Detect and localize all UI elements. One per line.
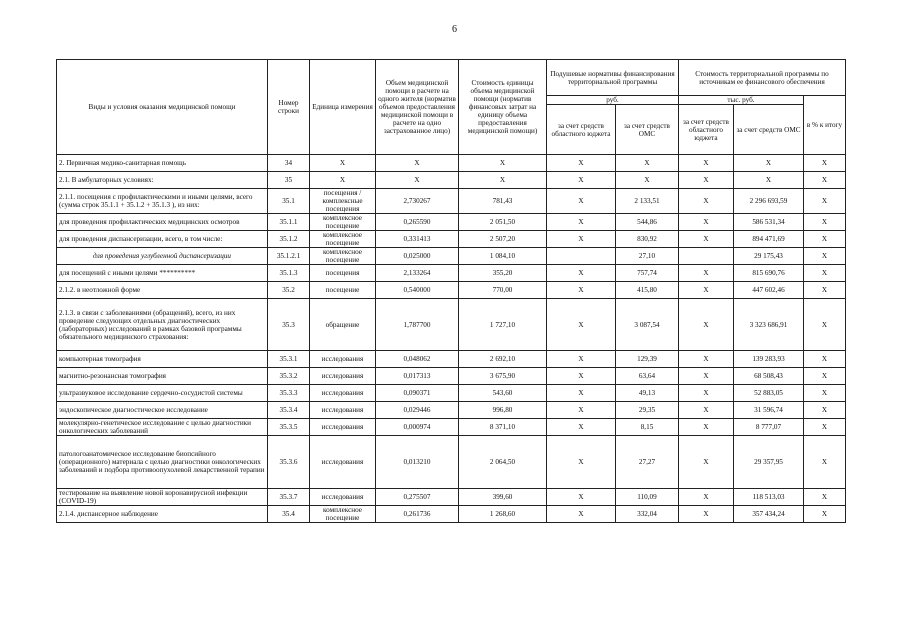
- row-per-capita-oms: X: [616, 172, 679, 189]
- row-unit: исследования: [310, 402, 376, 419]
- row-total-regional: X: [679, 155, 734, 172]
- row-total-regional: X: [679, 385, 734, 402]
- row-number: 35.1.3: [268, 265, 310, 282]
- header-unit: Единица измерения: [310, 60, 376, 155]
- row-number: 35.1: [268, 189, 310, 214]
- row-total-regional: X: [679, 402, 734, 419]
- row-per-capita-oms: 332,04: [616, 506, 679, 523]
- row-total-regional: X: [679, 489, 734, 506]
- row-unit: комплексное посещение: [310, 214, 376, 231]
- row-unit: посещения: [310, 265, 376, 282]
- row-percent: X: [804, 385, 846, 402]
- row-name: для проведения профилактических медицинских осмотров: [57, 214, 268, 231]
- row-unit-cost: 2 051,50: [459, 214, 547, 231]
- row-per-capita-regional: X: [547, 265, 616, 282]
- row-per-capita-oms: 544,86: [616, 214, 679, 231]
- row-unit: исследования: [310, 436, 376, 489]
- row-per-capita-oms: 2 133,51: [616, 189, 679, 214]
- row-name: патологоанатомическое исследование биопсийного (операционного) материала с целью диагностики онкологических заболеваний и подбора противоопухолевой лекарственной терапии: [57, 436, 268, 489]
- row-per-capita-regional: X: [547, 172, 616, 189]
- table-row: [57, 506, 846, 523]
- row-total-regional: X: [679, 172, 734, 189]
- row-total-oms: 357 434,24: [734, 506, 804, 523]
- row-name: компьютерная томография: [57, 351, 268, 368]
- row-unit: исследования: [310, 385, 376, 402]
- row-total-regional: X: [679, 299, 734, 351]
- header-unit-rub: руб.: [547, 96, 679, 105]
- page-number: 6: [452, 24, 457, 35]
- row-volume: 0,013210: [376, 436, 459, 489]
- table-row: [57, 231, 846, 248]
- table-row: [57, 282, 846, 299]
- row-unit-cost: 8 371,10: [459, 419, 547, 436]
- row-percent: X: [804, 231, 846, 248]
- row-percent: X: [804, 402, 846, 419]
- row-per-capita-regional: X: [547, 231, 616, 248]
- row-per-capita-regional: X: [547, 506, 616, 523]
- row-unit-cost: 1 268,60: [459, 506, 547, 523]
- table-row: [57, 419, 846, 436]
- row-unit-cost: 2 064,50: [459, 436, 547, 489]
- row-per-capita-oms: 129,39: [616, 351, 679, 368]
- row-name: молекулярно-генетическое исследование с целью диагностики онкологических заболеваний: [57, 419, 268, 436]
- row-volume: 0,048062: [376, 351, 459, 368]
- row-name: эндоскопическое диагностическое исследование: [57, 402, 268, 419]
- row-total-regional: X: [679, 368, 734, 385]
- row-unit-cost: 2 507,20: [459, 231, 547, 248]
- row-volume: 0,275507: [376, 489, 459, 506]
- header-per-capita: Подушевые нормативы финансирования территориальной программы: [547, 60, 679, 96]
- row-unit: посещения / комплексные посещения: [310, 189, 376, 214]
- row-unit: комплексное посещение: [310, 248, 376, 265]
- row-volume: 0,000974: [376, 419, 459, 436]
- row-per-capita-regional: [547, 248, 616, 265]
- row-percent: X: [804, 436, 846, 489]
- territorial-program-table: [56, 59, 846, 523]
- table-row: [57, 214, 846, 231]
- header-percent: в % к итогу: [804, 96, 846, 155]
- row-total-oms: 118 513,03: [734, 489, 804, 506]
- row-per-capita-regional: X: [547, 489, 616, 506]
- row-volume: 0,331413: [376, 231, 459, 248]
- row-number: 35.3.6: [268, 436, 310, 489]
- row-unit-cost: X: [459, 155, 547, 172]
- row-per-capita-regional: X: [547, 155, 616, 172]
- row-unit-cost: 399,60: [459, 489, 547, 506]
- table-row: [57, 172, 846, 189]
- row-number: 35.3.2: [268, 368, 310, 385]
- row-percent: X: [804, 489, 846, 506]
- row-number: 35.2: [268, 282, 310, 299]
- row-percent: X: [804, 155, 846, 172]
- row-total-oms: 894 471,69: [734, 231, 804, 248]
- row-unit: исследования: [310, 351, 376, 368]
- row-unit: посещение: [310, 282, 376, 299]
- table-row: [57, 402, 846, 419]
- row-volume: 0,540000: [376, 282, 459, 299]
- row-per-capita-regional: X: [547, 282, 616, 299]
- row-per-capita-oms: 415,80: [616, 282, 679, 299]
- row-percent: X: [804, 506, 846, 523]
- row-total-oms: X: [734, 172, 804, 189]
- row-per-capita-regional: X: [547, 385, 616, 402]
- header-unit-thousand-rub: тыс. руб.: [679, 96, 804, 105]
- row-per-capita-regional: X: [547, 299, 616, 351]
- row-per-capita-oms: 3 087,54: [616, 299, 679, 351]
- row-unit-cost: X: [459, 172, 547, 189]
- header-program-cost: Стоимость территориальной программы по источникам ее финансового обеспечения: [679, 60, 846, 96]
- row-percent: X: [804, 214, 846, 231]
- row-percent: X: [804, 248, 846, 265]
- row-per-capita-oms: 8,15: [616, 419, 679, 436]
- row-percent: X: [804, 299, 846, 351]
- row-number: 34: [268, 155, 310, 172]
- row-total-oms: 31 596,74: [734, 402, 804, 419]
- header-volume: Объем медицинской помощи в расчете на одного жителя (норматив объемов предоставления медицинской помощи в расчете на одно застрахованное лицо): [376, 60, 459, 155]
- table-row: [57, 155, 846, 172]
- row-volume: 0,025000: [376, 248, 459, 265]
- row-per-capita-oms: X: [616, 155, 679, 172]
- row-unit: исследования: [310, 419, 376, 436]
- row-unit-cost: 781,43: [459, 189, 547, 214]
- row-name: для проведения диспансеризации, всего, в том числе:: [57, 231, 268, 248]
- row-name: магнитно-резонансная томография: [57, 368, 268, 385]
- row-name: 2.1.4. диспансерное наблюдение: [57, 506, 268, 523]
- row-per-capita-oms: 830,92: [616, 231, 679, 248]
- row-unit: комплексное посещение: [310, 231, 376, 248]
- row-volume: 0,017313: [376, 368, 459, 385]
- row-name: для посещений с иными целями **********: [57, 265, 268, 282]
- row-number: 35.3.7: [268, 489, 310, 506]
- row-number: 35.1.2.1: [268, 248, 310, 265]
- row-unit: X: [310, 155, 376, 172]
- row-total-regional: X: [679, 265, 734, 282]
- row-volume: X: [376, 172, 459, 189]
- row-volume: 0,090371: [376, 385, 459, 402]
- row-volume: 0,261736: [376, 506, 459, 523]
- row-volume: 1,787700: [376, 299, 459, 351]
- row-per-capita-oms: 757,74: [616, 265, 679, 282]
- row-total-oms: 8 777,07: [734, 419, 804, 436]
- row-per-capita-regional: X: [547, 351, 616, 368]
- row-per-capita-oms: 29,35: [616, 402, 679, 419]
- row-total-oms: 815 690,76: [734, 265, 804, 282]
- row-total-regional: X: [679, 351, 734, 368]
- row-unit-cost: 996,80: [459, 402, 547, 419]
- row-number: 35.3.3: [268, 385, 310, 402]
- table-row: [57, 436, 846, 489]
- header-row-number: Номер строки: [268, 60, 310, 155]
- row-per-capita-oms: 27,10: [616, 248, 679, 265]
- row-unit: комплексное посещение: [310, 506, 376, 523]
- row-total-oms: X: [734, 155, 804, 172]
- row-number: 35.1.2: [268, 231, 310, 248]
- table-row: [57, 351, 846, 368]
- row-unit-cost: 770,00: [459, 282, 547, 299]
- row-total-oms: 68 508,43: [734, 368, 804, 385]
- row-total-regional: X: [679, 282, 734, 299]
- row-total-regional: X: [679, 436, 734, 489]
- row-number: 35.3: [268, 299, 310, 351]
- row-per-capita-regional: X: [547, 402, 616, 419]
- table-row: [57, 489, 846, 506]
- row-total-oms: 2 296 693,59: [734, 189, 804, 214]
- table-row: [57, 368, 846, 385]
- header-unit-cost: Стоимость единицы объема медицинской помощи (норматив финансовых затрат на единицу объема предоставления медицинской помощи): [459, 60, 547, 155]
- row-total-oms: 29 357,95: [734, 436, 804, 489]
- row-unit: X: [310, 172, 376, 189]
- row-total-oms: 29 175,43: [734, 248, 804, 265]
- row-number: 35.3.5: [268, 419, 310, 436]
- row-total-regional: X: [679, 231, 734, 248]
- row-total-regional: [679, 248, 734, 265]
- row-per-capita-regional: X: [547, 189, 616, 214]
- row-per-capita-oms: 27,27: [616, 436, 679, 489]
- row-total-oms: 52 883,05: [734, 385, 804, 402]
- row-number: 35.1.1: [268, 214, 310, 231]
- table-row: [57, 299, 846, 351]
- row-number: 35.3.1: [268, 351, 310, 368]
- row-name: 2.1.2. в неотложной форме: [57, 282, 268, 299]
- row-unit: исследования: [310, 368, 376, 385]
- row-name: 2. Первичная медико-санитарная помощь: [57, 155, 268, 172]
- row-per-capita-regional: X: [547, 214, 616, 231]
- row-per-capita-oms: 110,09: [616, 489, 679, 506]
- row-percent: X: [804, 189, 846, 214]
- row-unit-cost: 3 675,90: [459, 368, 547, 385]
- row-percent: X: [804, 351, 846, 368]
- row-unit-cost: 543,60: [459, 385, 547, 402]
- row-number: 35: [268, 172, 310, 189]
- row-per-capita-regional: X: [547, 436, 616, 489]
- row-unit: исследования: [310, 489, 376, 506]
- header-oms: за счет средств ОМС: [616, 105, 679, 155]
- row-percent: X: [804, 282, 846, 299]
- row-name: ультразвуковое исследование сердечно-сосудистой системы: [57, 385, 268, 402]
- row-per-capita-oms: 49,13: [616, 385, 679, 402]
- row-total-oms: 447 602,46: [734, 282, 804, 299]
- row-unit: обращение: [310, 299, 376, 351]
- row-unit-cost: 1 727,10: [459, 299, 547, 351]
- row-volume: 0,265590: [376, 214, 459, 231]
- row-percent: X: [804, 368, 846, 385]
- row-total-regional: X: [679, 506, 734, 523]
- row-volume: 2,730267: [376, 189, 459, 214]
- row-percent: X: [804, 419, 846, 436]
- row-unit-cost: 2 692,10: [459, 351, 547, 368]
- row-name: 2.1.3. в связи с заболеваниями (обращений), всего, из них проведение следующих отдельных диагностических (лабораторных) исследований в рамках базовой программы обязательного медицинского страхования:: [57, 299, 268, 351]
- row-volume: X: [376, 155, 459, 172]
- row-total-oms: 586 531,34: [734, 214, 804, 231]
- header-kind: Виды и условия оказания медицинской помощи: [57, 60, 268, 155]
- row-volume: 2,133264: [376, 265, 459, 282]
- table-row: [57, 385, 846, 402]
- row-total-oms: 3 323 686,91: [734, 299, 804, 351]
- header-oms-total: за счет средств ОМС: [734, 105, 804, 155]
- row-volume: 0,029446: [376, 402, 459, 419]
- row-unit-cost: 355,20: [459, 265, 547, 282]
- row-name: для проведения углубленной диспансеризации: [57, 248, 268, 265]
- row-number: 35.4: [268, 506, 310, 523]
- row-per-capita-regional: X: [547, 419, 616, 436]
- row-percent: X: [804, 172, 846, 189]
- row-per-capita-oms: 63,64: [616, 368, 679, 385]
- row-name: 2.1.1. посещения с профилактическими и иными целями, всего (сумма строк 35.1.1 + 35.1.2 + 35.1.3 ), из них:: [57, 189, 268, 214]
- row-total-oms: 139 283,93: [734, 351, 804, 368]
- row-name: тестирование на выявление новой коронавирусной инфекции (COVID-19): [57, 489, 268, 506]
- header-regional-budget: за счет средств областного юджета: [547, 105, 616, 155]
- row-number: 35.3.4: [268, 402, 310, 419]
- row-per-capita-regional: X: [547, 368, 616, 385]
- table-row: [57, 248, 846, 265]
- row-total-regional: X: [679, 214, 734, 231]
- row-unit-cost: 1 084,10: [459, 248, 547, 265]
- row-total-regional: X: [679, 189, 734, 214]
- row-percent: X: [804, 265, 846, 282]
- table-row: [57, 189, 846, 214]
- row-total-regional: X: [679, 419, 734, 436]
- header-regional-budget-total: за счет средств областного юджета: [679, 105, 734, 155]
- row-name: 2.1. В амбулаторных условиях:: [57, 172, 268, 189]
- table-row: [57, 265, 846, 282]
